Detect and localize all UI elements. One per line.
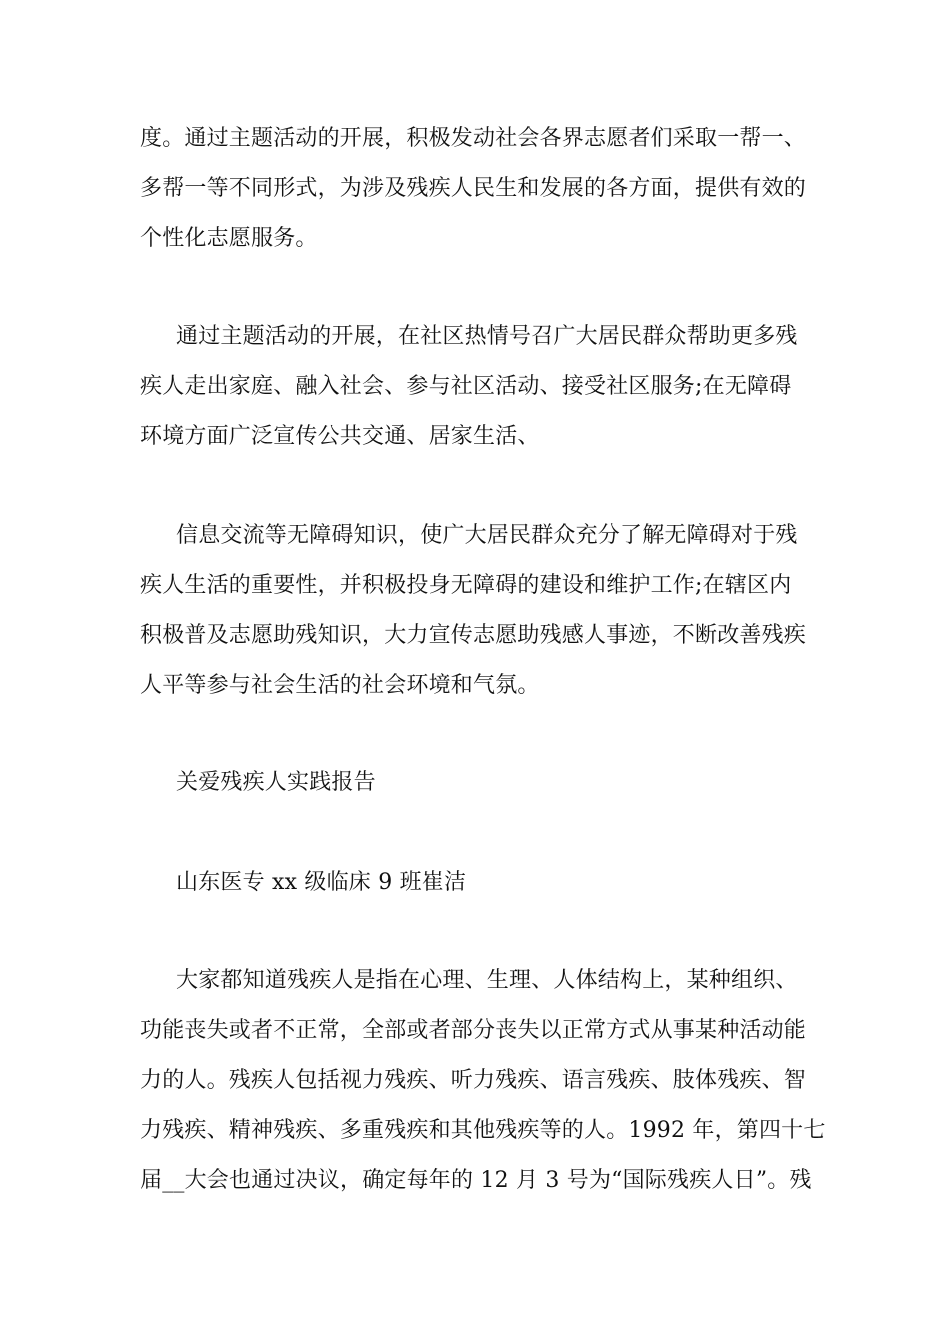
paragraph-4-line-4: 力残疾、精神残疾、多重残疾和其他残疾等的人。1992 年，第四十七 — [140, 1118, 826, 1143]
paragraph-2-line-1: 通过主题活动的开展，在社区热情号召广大居民群众帮助更多残 — [176, 324, 798, 349]
paragraph-1-line-3: 个性化志愿服务。 — [140, 226, 318, 251]
report-title: 关爱残疾人实践报告 — [176, 770, 376, 795]
paragraph-4-line-2: 功能丧失或者不正常，全部或者部分丧失以正常方式从事某种活动能 — [140, 1018, 807, 1043]
paragraph-3-line-2: 疾人生活的重要性，并积极投身无障碍的建设和维护工作;在辖区内 — [140, 573, 792, 598]
paragraph-3-line-4: 人平等参与社会生活的社会环境和气氛。 — [140, 673, 540, 698]
paragraph-4-line-3: 力的人。残疾人包括视力残疾、听力残疾、语言残疾、肢体残疾、智 — [140, 1068, 807, 1093]
paragraph-1-line-2: 多帮一等不同形式，为涉及残疾人民生和发展的各方面，提供有效的 — [140, 176, 807, 201]
paragraph-1-line-1: 度。通过主题活动的开展，积极发动社会各界志愿者们采取一帮一、 — [140, 126, 807, 151]
paragraph-2-line-3: 环境方面广泛宣传公共交通、居家生活、 — [140, 424, 540, 449]
paragraph-2-line-2: 疾人走出家庭、融入社会、参与社区活动、接受社区服务;在无障碍 — [140, 374, 792, 399]
paragraph-4-line-5: 届__大会也通过决议，确定每年的 12 月 3 号为“国际残疾人日”。残 — [140, 1168, 812, 1193]
author-line: 山东医专 xx 级临床 9 班崔洁 — [176, 870, 467, 895]
paragraph-3-line-1: 信息交流等无障碍知识，使广大居民群众充分了解无障碍对于残 — [176, 523, 798, 548]
paragraph-4-line-1: 大家都知道残疾人是指在心理、生理、人体结构上，某种组织、 — [176, 968, 798, 993]
paragraph-3-line-3: 积极普及志愿助残知识，大力宣传志愿助残感人事迹，不断改善残疾 — [140, 623, 807, 648]
